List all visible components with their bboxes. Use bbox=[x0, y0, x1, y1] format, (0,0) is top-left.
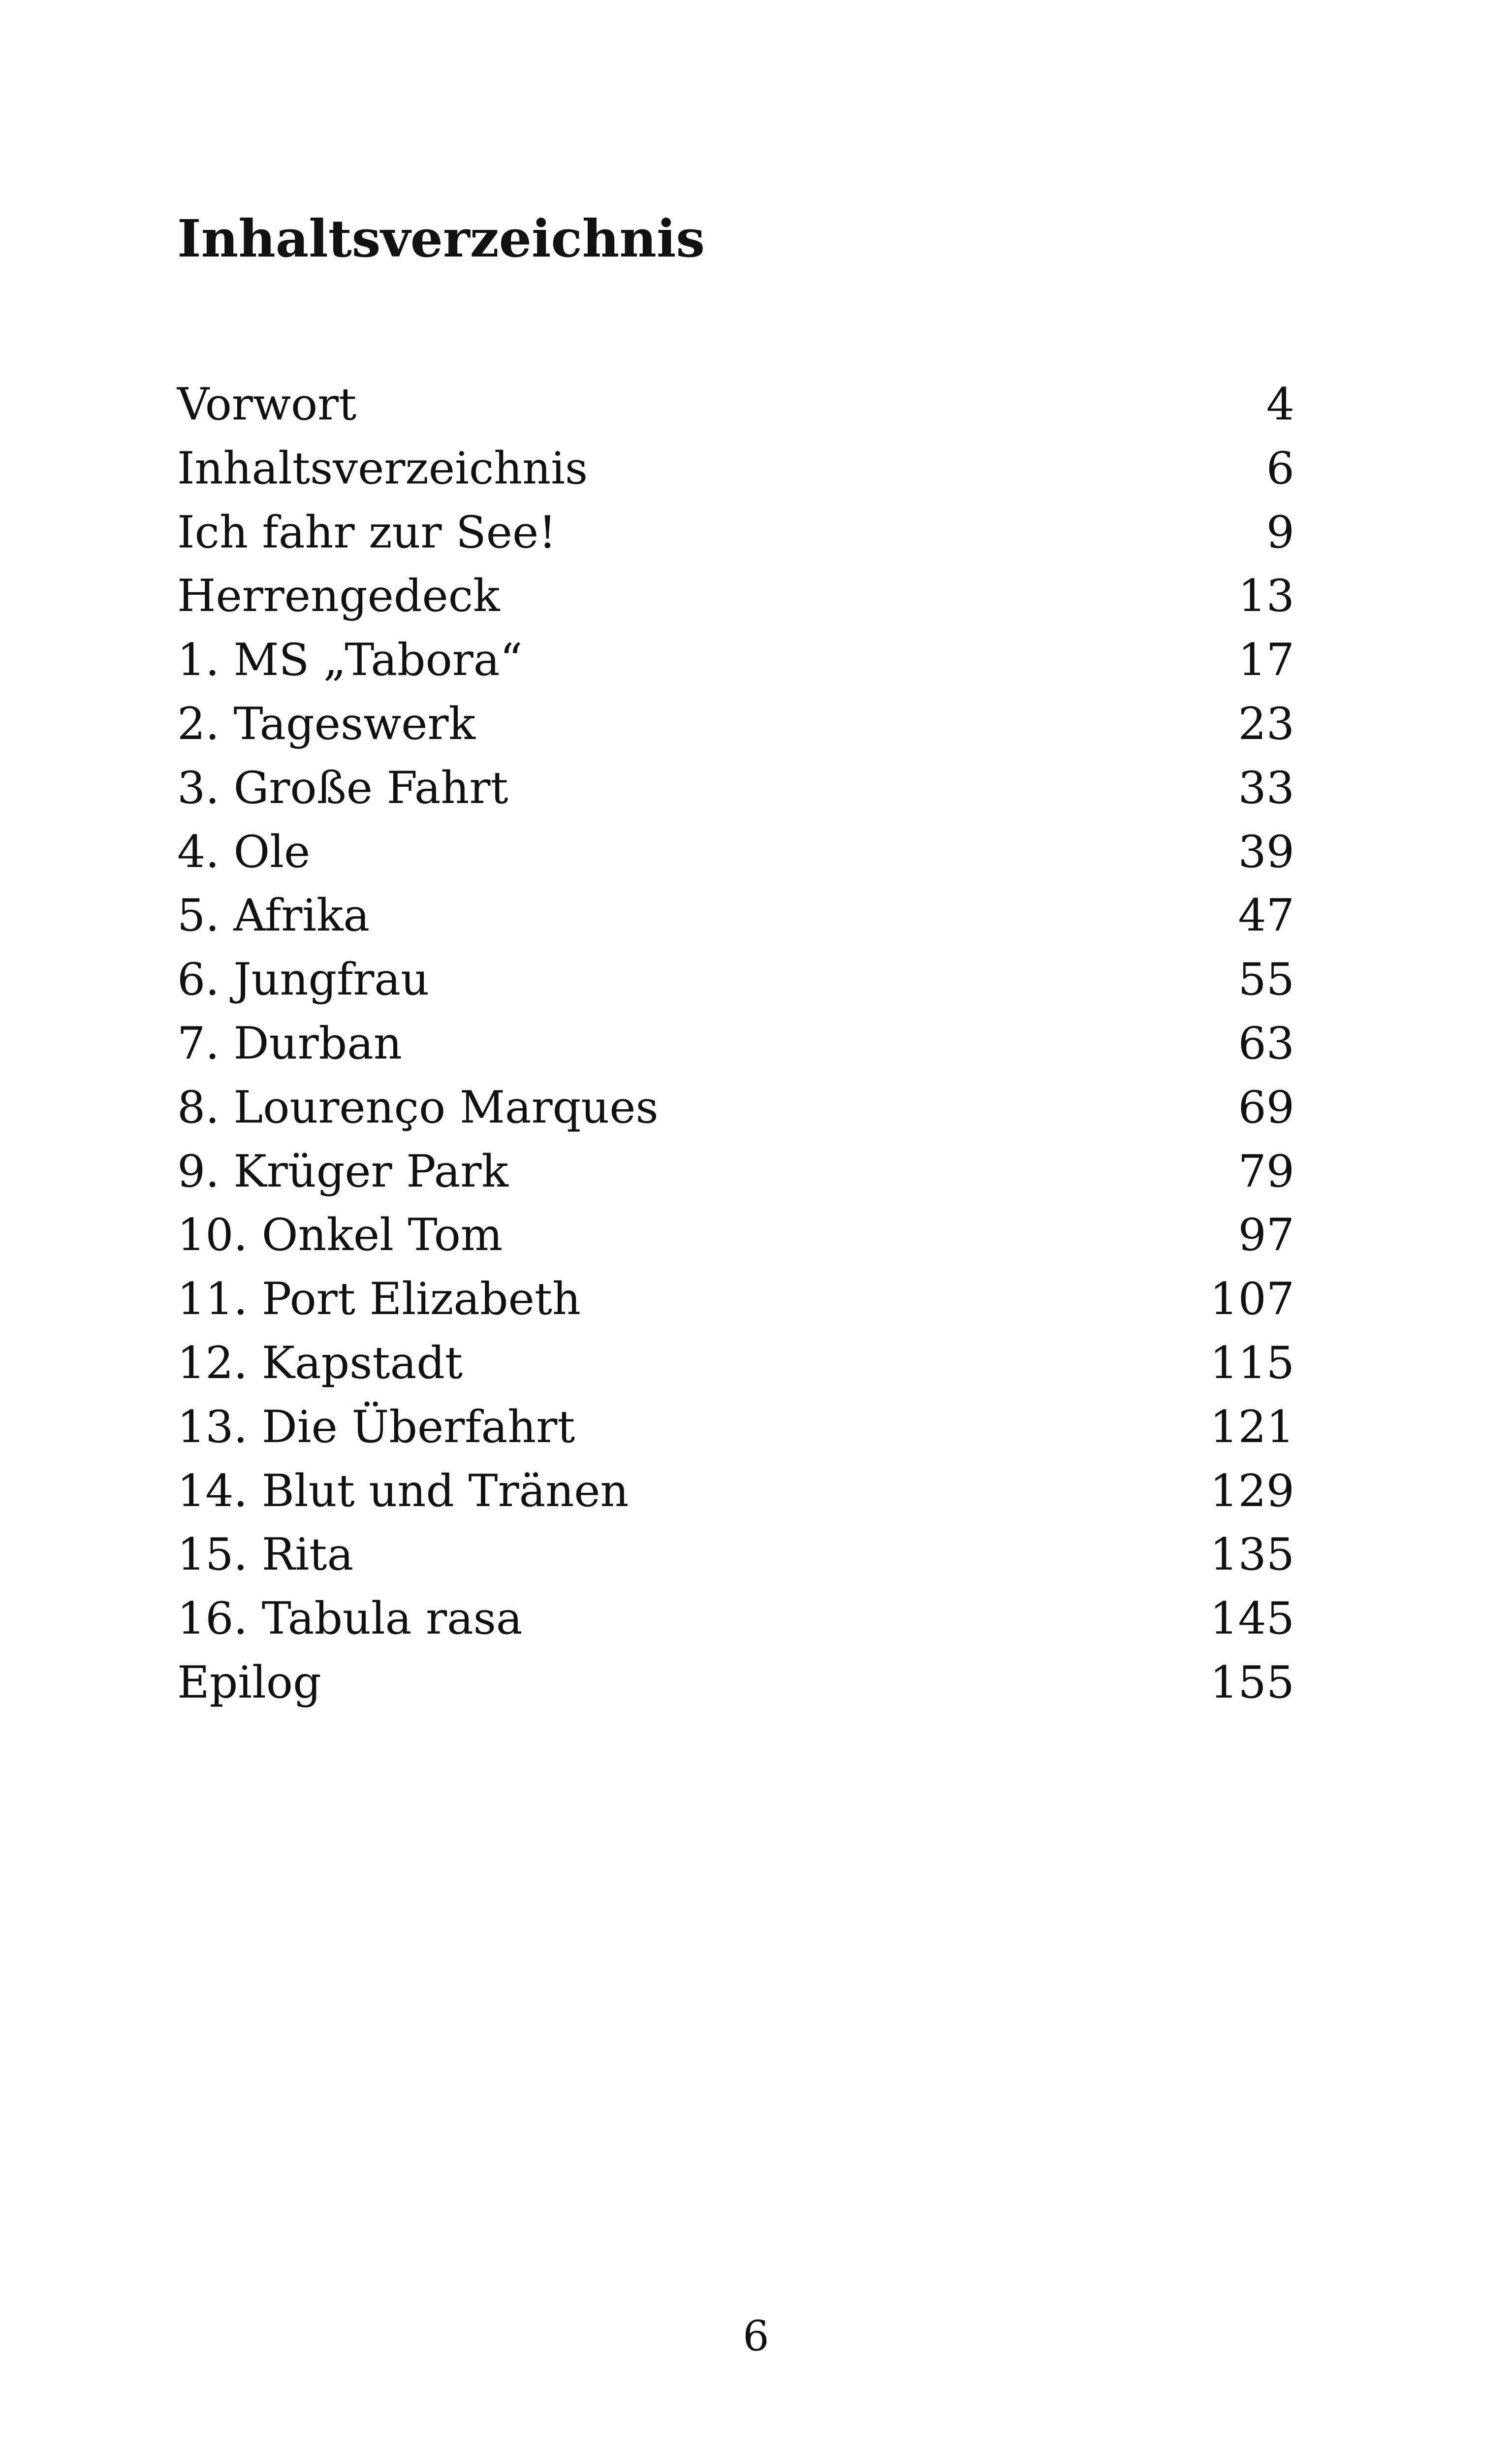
toc-entry bbox=[177, 1267, 1294, 1331]
toc-entry bbox=[177, 948, 1294, 1012]
toc-entry-page: 4 bbox=[1266, 379, 1294, 430]
toc-entry bbox=[177, 1651, 1294, 1715]
toc-entry-page: 23 bbox=[1238, 698, 1294, 750]
toc-entry-title: 7. Durban bbox=[177, 1017, 402, 1069]
toc-entry-page: 115 bbox=[1210, 1337, 1294, 1389]
toc-entry bbox=[177, 1203, 1294, 1267]
toc-entry-page: 17 bbox=[1238, 634, 1294, 686]
toc-entry-title: 16. Tabula rasa bbox=[177, 1593, 523, 1645]
toc-entry-page: 129 bbox=[1210, 1465, 1294, 1517]
toc-entry-title: 2. Tageswerk bbox=[177, 698, 476, 750]
toc-entry-title: 15. Rita bbox=[177, 1529, 354, 1581]
toc-entry-title: 9. Krüger Park bbox=[177, 1145, 508, 1197]
toc-entry-page: 6 bbox=[1266, 442, 1294, 494]
toc-entry-title: 5. Afrika bbox=[177, 890, 370, 942]
toc-entry-page: 39 bbox=[1238, 826, 1294, 878]
toc-entry-title: 3. Große Fahrt bbox=[177, 762, 508, 814]
toc-entry bbox=[177, 692, 1294, 756]
toc-entry bbox=[177, 437, 1294, 501]
table-of-contents bbox=[177, 373, 1294, 1715]
toc-entry-page: 135 bbox=[1210, 1529, 1294, 1581]
toc-entry-page: 13 bbox=[1238, 570, 1294, 622]
toc-entry-page: 47 bbox=[1238, 890, 1294, 942]
page-number: 6 bbox=[743, 2312, 769, 2360]
toc-entry-page: 121 bbox=[1210, 1401, 1294, 1453]
toc-entry-title: Epilog bbox=[177, 1656, 321, 1708]
toc-entry bbox=[177, 1523, 1294, 1587]
toc-entry bbox=[177, 1012, 1294, 1076]
toc-entry bbox=[177, 884, 1294, 948]
toc-entry-page: 79 bbox=[1238, 1145, 1294, 1197]
toc-entry-title: 13. Die Überfahrt bbox=[177, 1401, 575, 1453]
toc-entry-title: Inhaltsverzeichnis bbox=[177, 442, 588, 494]
toc-entry-title: 1. MS „Tabora“ bbox=[177, 634, 523, 686]
toc-entry-page: 55 bbox=[1238, 954, 1294, 1006]
toc-entry bbox=[177, 628, 1294, 692]
page-title: Inhaltsverzeichnis bbox=[177, 208, 705, 269]
toc-entry bbox=[177, 820, 1294, 884]
toc-entry-title: 14. Blut und Tränen bbox=[177, 1465, 629, 1517]
toc-entry bbox=[177, 756, 1294, 820]
toc-entry bbox=[177, 1140, 1294, 1204]
toc-entry-title: 12. Kapstadt bbox=[177, 1337, 463, 1389]
toc-entry-page: 97 bbox=[1238, 1209, 1294, 1261]
toc-entry bbox=[177, 501, 1294, 565]
toc-entry-page: 145 bbox=[1210, 1593, 1294, 1645]
toc-entry-title: 11. Port Elizabeth bbox=[177, 1273, 581, 1325]
toc-entry bbox=[177, 564, 1294, 628]
toc-entry bbox=[177, 1459, 1294, 1523]
toc-entry-title: 8. Lourenço Marques bbox=[177, 1081, 659, 1133]
toc-entry-page: 9 bbox=[1266, 506, 1294, 558]
toc-entry-title: Ich fahr zur See! bbox=[177, 506, 557, 558]
toc-entry-page: 33 bbox=[1238, 762, 1294, 814]
toc-entry bbox=[177, 1331, 1294, 1395]
toc-entry-title: Vorwort bbox=[177, 379, 357, 430]
toc-entry bbox=[177, 1587, 1294, 1651]
toc-entry bbox=[177, 1076, 1294, 1140]
toc-entry-page: 155 bbox=[1210, 1656, 1294, 1708]
toc-entry-title: Herrengedeck bbox=[177, 570, 500, 622]
toc-entry-page: 63 bbox=[1238, 1017, 1294, 1069]
toc-entry bbox=[177, 373, 1294, 437]
toc-entry-page: 69 bbox=[1238, 1081, 1294, 1133]
toc-entry-page: 107 bbox=[1210, 1273, 1294, 1325]
toc-entry-title: 6. Jungfrau bbox=[177, 954, 430, 1006]
toc-entry-title: 4. Ole bbox=[177, 826, 311, 878]
toc-entry-title: 10. Onkel Tom bbox=[177, 1209, 503, 1261]
toc-entry bbox=[177, 1395, 1294, 1459]
